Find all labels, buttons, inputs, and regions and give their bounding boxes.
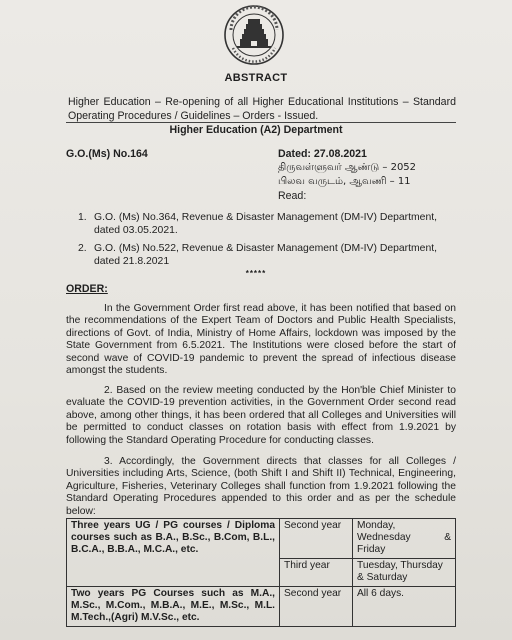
days-line: Monday,	[357, 520, 396, 531]
days-cell: Tuesday, Thursday & Saturday	[353, 559, 456, 587]
days-line	[357, 532, 451, 544]
days-ampersand: &	[444, 532, 451, 543]
year-cell: Third year	[280, 559, 353, 587]
days-cell	[353, 519, 456, 559]
reference-number: 1.	[78, 212, 87, 223]
tamil-month: பிலவ வருடம், ஆவணி – 11	[278, 176, 411, 187]
table-row	[67, 519, 456, 559]
tamil-year: திருவள்ளுவர் ஆண்டு – 2052	[278, 162, 417, 173]
table-row	[67, 587, 456, 627]
tamil-nadu-government-seal-icon	[223, 4, 285, 66]
go-number: G.O.(Ms) No.164	[66, 148, 148, 160]
divider-line	[66, 122, 456, 123]
course-cell: Two years PG Courses such as M.A., M.Sc., M.Com., M.B.A., M.E., M.Sc., M.L. M.Tech.,(Agri) M.V.Sc., etc.	[67, 587, 280, 627]
reference-number: 2.	[78, 243, 87, 254]
year-cell: Second year	[280, 587, 353, 627]
year-cell: Second year	[280, 519, 353, 559]
order-paragraph: In the Government Order first read above, it has been notified that based on the recommendations of the Expert Team of Doctors and Public Health Specialists, directions of Govt. of India, Ministry of Home Affairs, lockdown was imposed by the State Government from 6.5.2021. The Institutions were closed before the start of second wave of COVID-19 pandemic to prevent the spread of infectious disease amongst the students.	[66, 303, 456, 377]
order-subject: Higher Education – Re-opening of all Higher Educational Institutions – Standard Operating Procedures / Guidelines – Orders - Issued.	[68, 96, 456, 122]
course-cell: Three years UG / PG courses / Diploma courses such as B.A., B.Sc., B.Com, B.L., B.C.A., B.B.A., M.C.A., etc.	[67, 519, 280, 587]
department-name: Higher Education (A2) Department	[169, 124, 343, 136]
abstract-title: ABSTRACT	[224, 72, 288, 84]
separator: *****	[245, 269, 267, 278]
order-paragraph: 3. Accordingly, the Government directs that classes for all Colleges / Universities including Arts, Science, (both Shift I and Shift II) Technical, Engineering, Agriculture, Fisheries, Veterinary Colleges shall function from 1.9.2021 following the Standard Operating Procedures appended to this order and as per the schedule below:	[66, 456, 456, 517]
read-label: Read:	[278, 190, 307, 202]
days-text: Wednesday	[357, 532, 411, 543]
schedule-table	[66, 518, 456, 627]
order-paragraph: 2. Based on the review meeting conducted by the Hon'ble Chief Minister to evaluate the COVID-19 prevention activities, in the Government Order second read above, among other things, it has been ordered that all Colleges and Universities will be permitted to conduct classes on rotation basis with effect from 1.9.2021 by following the Standard Operating Procedure for conducting classes.	[66, 385, 456, 446]
days-line: Friday	[357, 544, 386, 555]
reference-text: G.O. (Ms) No.522, Revenue & Disaster Management (DM-IV) Department, dated 21.8.2021	[94, 243, 438, 267]
order-heading: ORDER:	[66, 283, 108, 295]
days-cell: All 6 days.	[353, 587, 456, 627]
order-date: Dated: 27.08.2021	[278, 148, 367, 160]
reference-text: G.O. (Ms) No.364, Revenue & Disaster Management (DM-IV) Department, dated 03.05.2021.	[94, 212, 438, 236]
